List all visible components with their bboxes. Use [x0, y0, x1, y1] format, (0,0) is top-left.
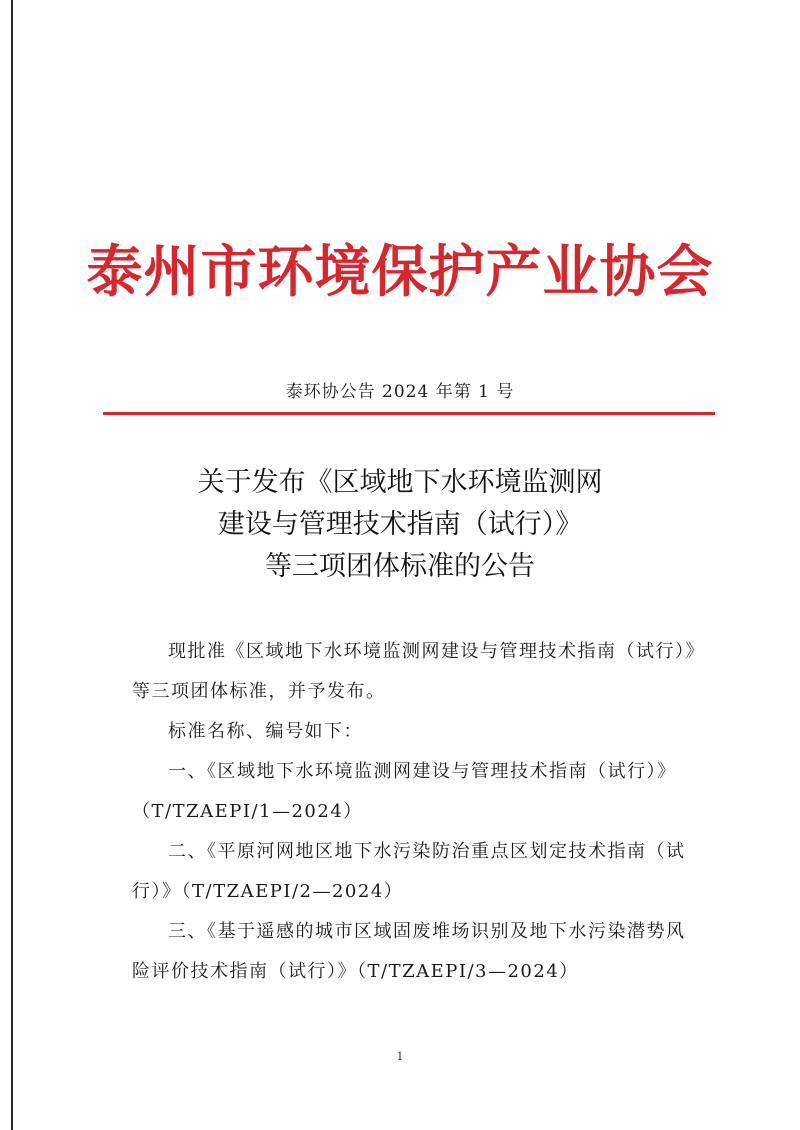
standard-item-1: 一、《区域地下水环境监测网建设与管理技术指南（试行）》（T/TZAEPI/1—2024） — [132, 761, 677, 822]
notice-title-line-2: 建设与管理技术指南（试行）》 — [217, 509, 583, 540]
standard-item-3: 三、《基于遥感的城市区域固废堆场识别及地下水污染潜势风险评价技术指南（试行）》（T/TZAEPI/3—2024） — [132, 921, 686, 982]
page-number: 1 — [396, 1050, 404, 1063]
organization-title: 泰州市环境保护产业协会 — [86, 239, 714, 305]
intro-paragraph: 现批准《区域地下水环境监测网建设与管理技术指南（试行）》等三项团体标准，并予发布。 — [132, 641, 696, 702]
notice-title-line-3: 等三项团体标准的公告 — [265, 551, 535, 582]
notice-title — [0, 462, 800, 588]
notice-body — [132, 632, 702, 992]
red-divider-line — [103, 412, 715, 415]
notice-title-line-1: 关于发布《区域地下水环境监测网 — [197, 467, 603, 498]
list-heading: 标准名称、编号如下： — [168, 721, 363, 742]
standard-item-2: 二、《平原河网地区地下水污染防治重点区划定技术指南（试行）》（T/TZAEPI/2—2024） — [132, 841, 686, 902]
document-number: 泰环协公告 2024 年第 1 号 — [285, 382, 515, 402]
